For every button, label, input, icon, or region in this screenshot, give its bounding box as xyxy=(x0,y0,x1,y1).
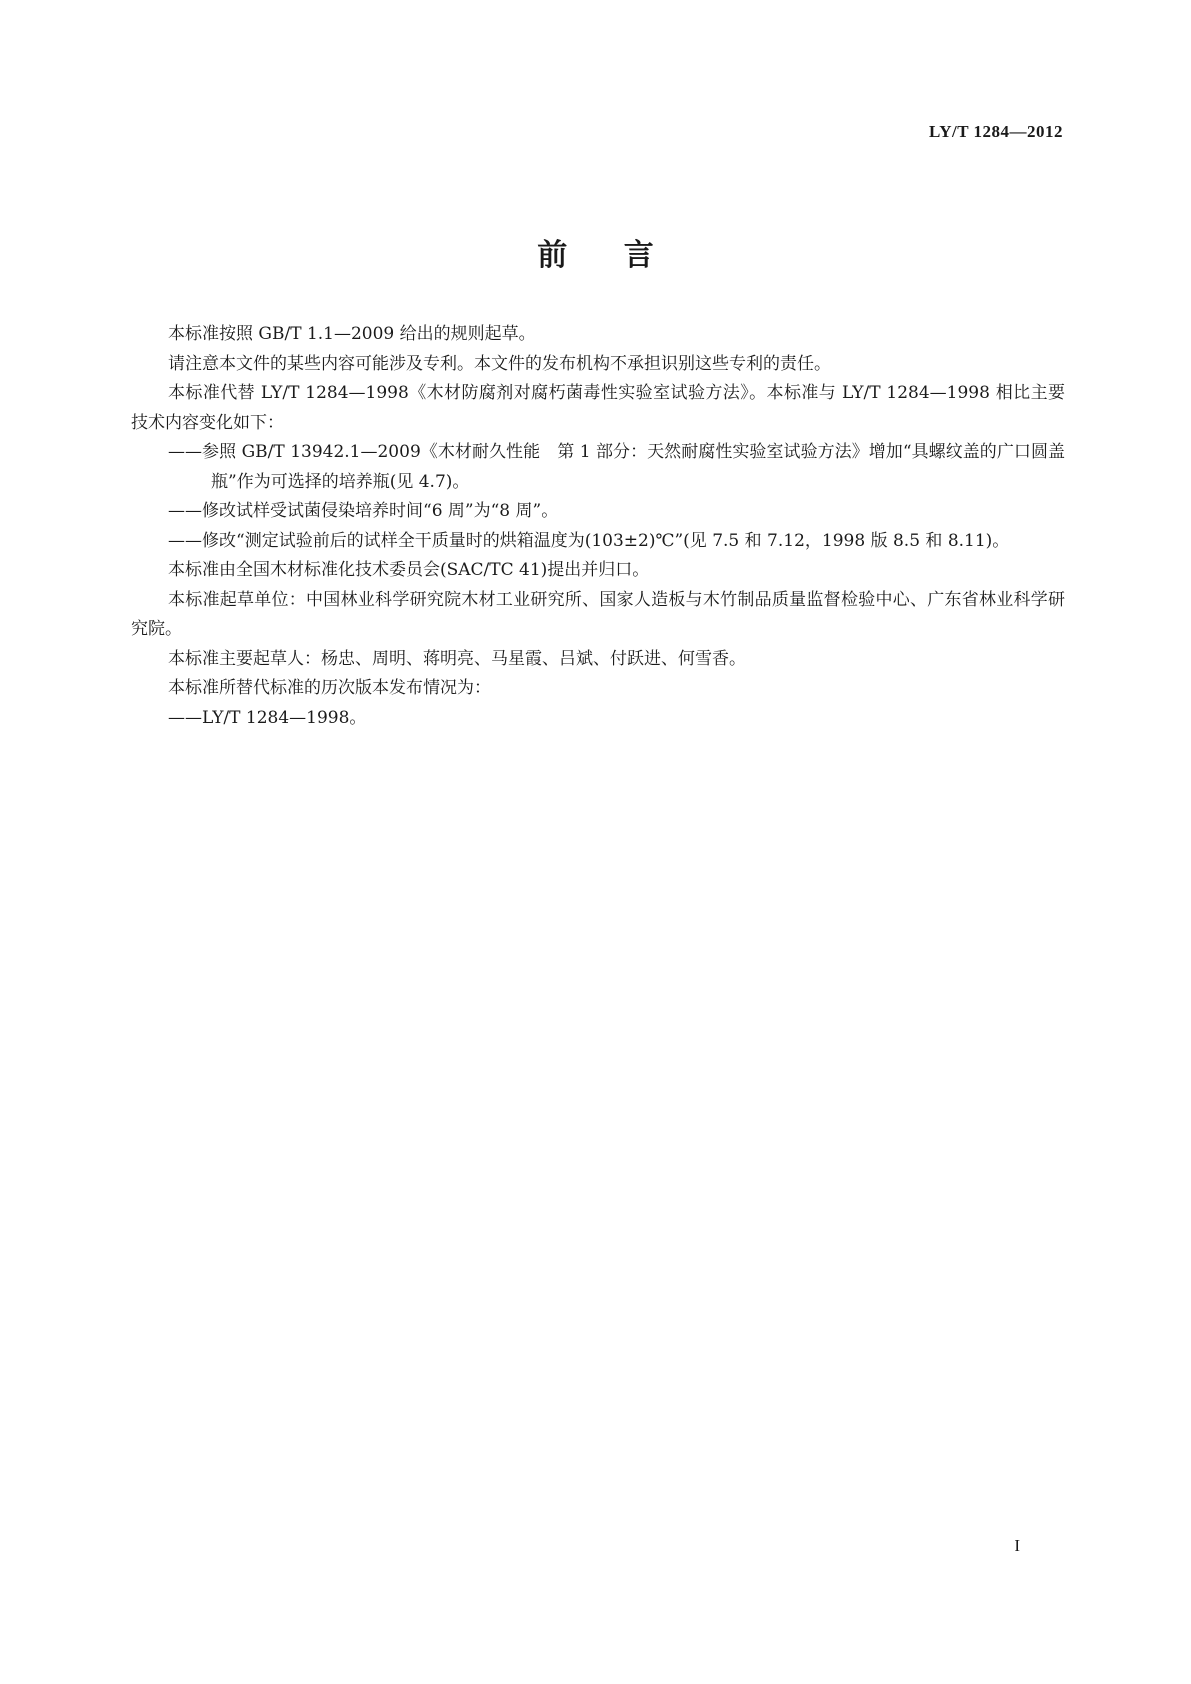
change-item-incubation-time: ——修改试样受试菌侵染培养时间“6 周”为“8 周”。 xyxy=(168,501,559,521)
paragraph-drafting-units: 本标准起草单位：中国林业科学研究院木材工业研究所、国家人造板与木竹制品质量监督检验中心、广东省林业科学研究院。 xyxy=(131,589,1065,639)
paragraph-previous-editions: 本标准所替代标准的历次版本发布情况为： xyxy=(168,678,491,698)
page-title: 前 言 xyxy=(537,238,654,273)
paragraph-replacement: 本标准代替 LY/T 1284—1998《木材防腐剂对腐朽菌毒性实验室试验方法》。本标准与 LY/T 1284—1998 相比主要技术内容变化如下： xyxy=(131,383,1065,433)
change-item-culture-bottle: ——参照 GB/T 13942.1—2009《木材耐久性能 第 1 部分：天然耐腐性实验室试验方法》增加“具螺纹盖的广口圆盖瓶”作为可选择的培养瓶(见 4.7)。 xyxy=(168,442,1065,492)
document-number: LY/T 1284—2012 xyxy=(928,122,1063,141)
foreword-body xyxy=(131,320,1065,733)
page-number: I xyxy=(1014,1536,1020,1555)
previous-edition-item: ——LY/T 1284—1998。 xyxy=(168,707,367,728)
paragraph-drafting-rules: 本标准按照 GB/T 1.1—2009 给出的规则起草。 xyxy=(168,324,536,344)
paragraph-drafters: 本标准主要起草人：杨忠、周明、蒋明亮、马星霞、吕斌、付跃进、何雪香。 xyxy=(168,648,746,669)
paragraph-patent-notice: 请注意本文件的某些内容可能涉及专利。本文件的发布机构不承担识别这些专利的责任。 xyxy=(168,353,831,374)
paragraph-proposer: 本标准由全国木材标准化技术委员会(SAC/TC 41)提出并归口。 xyxy=(168,560,650,580)
change-item-oven-temperature: ——修改“测定试验前后的试样全干质量时的烘箱温度为(103±2)℃”(见 7.5 和 7.12，1998 版 8.5 和 8.11)。 xyxy=(168,530,1010,551)
